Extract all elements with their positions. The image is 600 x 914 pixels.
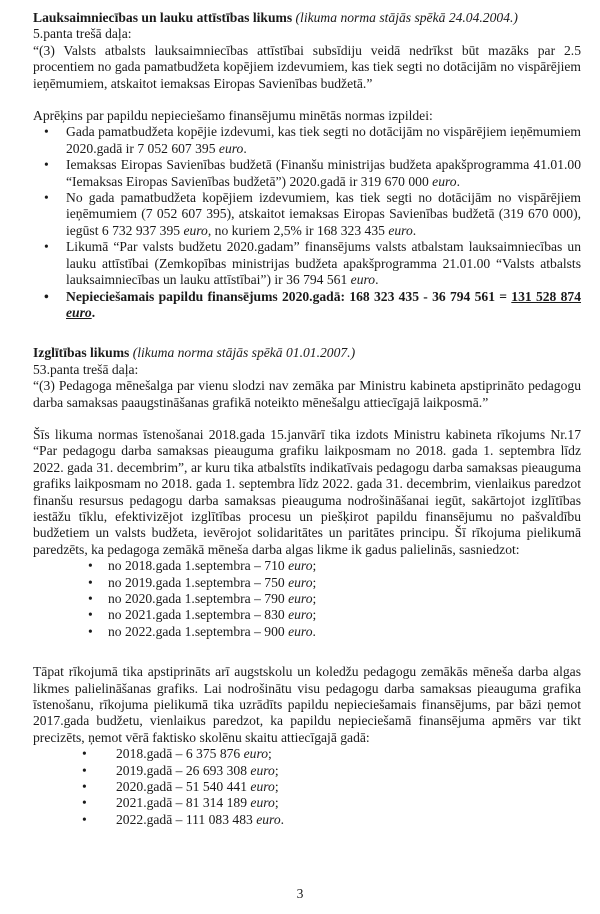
section2-title: Izglītības likums xyxy=(33,345,130,361)
total-funding-item: • Nepieciešamais papildu finansējums 2020.gadā: 168 323 435 - 36 794 561 = 131 528 874 euro. xyxy=(33,289,581,322)
section2-article: 53.panta trešā daļa: xyxy=(33,361,139,377)
calc-intro: Aprēķins par papildu nepieciešamo finansējumu minētās normas izpildei: xyxy=(33,108,433,124)
list-item: • 2022.gadā – 111 083 483 euro. xyxy=(33,812,581,828)
section2-title-note: (likuma norma stājās spēkā 01.01.2007.) xyxy=(129,345,356,361)
list-item: • no 2018.gada 1.septembra – 710 euro; xyxy=(33,558,581,574)
section1-title: Lauksaimniecības un lauku attīstības likums xyxy=(33,10,293,25)
list-item: • no 2022.gada 1.septembra – 900 euro. xyxy=(33,624,581,640)
list-item: • no 2021.gada 1.septembra – 830 euro; xyxy=(33,607,581,623)
section1-heading xyxy=(33,10,581,26)
section1-title-note: (likuma norma stājās spēkā 24.04.2004.) xyxy=(292,10,518,25)
section2-heading xyxy=(33,345,581,361)
section1-article: 5.panta trešā daļa: xyxy=(33,26,132,42)
section1-quote: “(3) Valsts atbalsts lauksaimniecības attīstībai subsīdiju veidā nedrīkst būt mazāks par 2.5 procentiem no gada pamatbudžeta kopējiem izdevumiem, kas tiek segti no dotācijām no vispārējiem ieņēmumiem, atskaitot iemaksas Eiropas Savienības budžetā.” xyxy=(33,42,581,91)
list-item: • no 2020.gada 1.septembra – 790 euro; xyxy=(33,591,581,607)
list-item: • 2019.gadā – 26 693 308 euro; xyxy=(33,763,581,779)
page-number: 3 xyxy=(296,886,304,901)
list-item: • 2020.gadā – 51 540 441 euro; xyxy=(33,779,581,795)
document-page xyxy=(33,10,581,828)
list-item: • No gada pamatbudžeta kopējiem izdevumiem, kas tiek segti no dotācijām no vispārējiem ieņēmumiem (7 052 607 395), atskaitot iemaksas Eiropas Savienības budžetā (319 670 000), iegūst 6 732 937 395 euro, no kuriem 2,5% ir 168 323 435 euro. xyxy=(33,190,581,239)
list-item: • 2021.gadā – 81 314 189 euro; xyxy=(33,795,581,811)
list-item: • Iemaksas Eiropas Savienības budžetā (Finanšu ministrijas budžeta apakšprogramma 41.01.00 “Iemaksas Eiropas Savienības budžetā”) 2020.gadā ir 319 670 000 euro. xyxy=(33,157,581,190)
list-item: • Likumā “Par valsts budžetu 2020.gadam” finansējums valsts atbalstam lauksaimniecības un lauku attīstībai (Zemkopības ministrijas budžeta apakšprogramma 21.01.00 “Valsts atbalsts lauksaimniecības un lauku attīstībai”) ir 36 794 561 euro. xyxy=(33,239,581,288)
section2-quote: “(3) Pedagoga mēnešalga par vienu slodzi nav zemāka par Ministru kabineta apstiprināto pedagogu darba samaksas paaugstināšanas grafikā noteikto mēnešalgu attiecīgajā laikposmā.” xyxy=(33,378,581,410)
section2-paragraph-2: Tāpat rīkojumā tika apstiprināts arī augstskolu un koledžu pedagogu zemākās mēneša darba algas likmes palielināšanas grafiks. Lai nodrošinātu visu pedagogu darba samaksas pieauguma grafika īstenošanu, rīkojuma pielikumā tika uzrādīts papildu nepieciešamais finansējums, par bāzi ņemot 2017.gada budžetu, vienlaikus paredzot, ka papildu nepieciešamā finansējuma apmērs var tikt precizēts, ņemot vērā faktisko skolēnu skaitu attiecīgajā gadā: xyxy=(33,664,581,745)
list-item: • no 2019.gada 1.septembra – 750 euro; xyxy=(33,575,581,591)
section2-paragraph-1: Šīs likuma normas īstenošanai 2018.gada 15.janvārī tika izdots Ministru kabineta rīkojums Nr.17 “Par pedagogu darba samaksas pieauguma grafiku laikposmam no 2018. gada 1. septembra līdz 2022. gada 31. decembrim”, ar kuru tika atbalstīts indikatīvais pedagogu darba samaksas pieauguma grafiks laikposmam no 2018. gada 1. septembra līdz 2022. gada 31. decembrim, vienlaikus paredzot finanšu resursus pedagogu darba samaksas pieauguma nodrošināšanai iegūt, sakārtojot izglītības iestāžu tīklu, efektivizējot izglītības procesu un piešķirot papildu finansējumu no pašvaldību budžetiem un valsts budžeta, ievērojot solidaritātes un paritātes principu. Šī rīkojuma pielikumā paredzēts, ka pedagoga zemākā mēneša darba algas likme ik gadus palielinās, sasniedzot: xyxy=(33,426,581,557)
list-item: • Gada pamatbudžeta kopējie izdevumi, kas tiek segti no dotācijām no vispārējiem ieņēmumiem 2020.gadā ir 7 052 607 395 euro. xyxy=(33,124,581,157)
list-item: • 2018.gadā – 6 375 876 euro; xyxy=(33,746,581,762)
calc-list xyxy=(33,124,581,321)
salary-steps-list xyxy=(33,558,581,640)
funding-list xyxy=(33,746,581,828)
total-amount: 131 528 874 euro xyxy=(66,288,582,320)
